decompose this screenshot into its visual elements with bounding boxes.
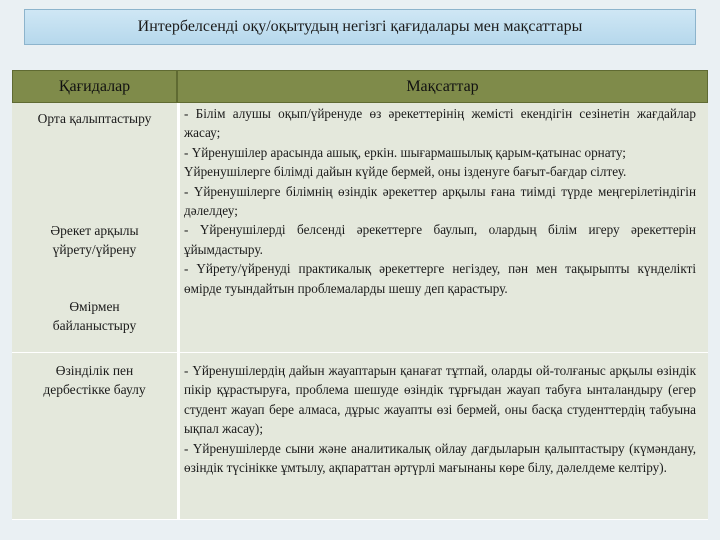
goals-cell bbox=[184, 361, 696, 477]
goal-item: - Үйренушілерді белсенді әрекеттерге баулып, олардың білім игеру әрекеттерін ұйымдастыру. bbox=[184, 222, 696, 257]
goal-item: Үйренушілерге білімді дайын күйде бермей, оны ізденуге бағыт-бағдар сілтеу. bbox=[184, 164, 627, 180]
goal-item: - Үйренушілерге білімнің өзіндік әрекеттер арқылы ғана тиімді түрде меңгерілетіндігін дәлелдеу; bbox=[184, 183, 696, 219]
table-row bbox=[12, 353, 708, 520]
goal-item: - Үйренушілерде сыни және аналитикалық ойлау дағдыларын қалыптастыру (күмәндану, өзіндік түсінікке ұмтылу, ақпараттан әртүрлі мағынаны көре білу, дәлелдеме келтіру). bbox=[184, 440, 696, 476]
principle-line: дербестікке баулу bbox=[43, 382, 146, 397]
goal-item: - Білім алушы оқып/үйренуде өз әрекеттерінің жемісті екендігін сезінетін жағдайлар жасау; bbox=[184, 106, 696, 141]
principle-cell bbox=[12, 109, 177, 128]
principle-cell bbox=[12, 221, 177, 259]
principle-line: Әрекет арқылы bbox=[50, 223, 139, 238]
goal-item: - Үйрету/үйренуді практикалық әрекеттерге негіздеу, пән мен тақырыпты күнделікті өмірде туындайтын проблемаларды шешу деп қарастыру. bbox=[184, 261, 696, 296]
goal-item: - Үйренушілер арасында ашық, еркін. шығармашылық қарым-қатынас орнату; bbox=[184, 144, 626, 160]
column-header-principles: Қағидалар bbox=[12, 70, 177, 103]
column-divider bbox=[177, 103, 180, 520]
principle-line: Орта қалыптастыру bbox=[37, 111, 152, 126]
principle-line: Өмірмен bbox=[69, 299, 120, 314]
goal-item: - Үйренушілердің дайын жауаптарын қанағат тұтпай, оларды ой-толғаныс арқылы өзіндік пікір құрастыруға, проблема шешуде өзіндік тұрғыдан жауап табуға ынталандыру (егер студент жауап бере алмаса, дұрыс жауапты өзі бермей, оны басқа студенттердің табуына ықпал жасау); bbox=[184, 363, 696, 437]
principle-line: үйрету/үйрену bbox=[52, 242, 137, 257]
principle-cell bbox=[12, 361, 177, 399]
principle-line: байланыстыру bbox=[52, 318, 137, 333]
principle-line: Өзінділік пен bbox=[55, 363, 134, 378]
slide-title: Интербелсенді оқу/оқытудың негізгі қағидалары мен мақсаттары bbox=[24, 9, 696, 45]
column-header-goals: Мақсаттар bbox=[177, 70, 708, 103]
goals-cell bbox=[184, 104, 696, 298]
principles-goals-table bbox=[12, 70, 708, 520]
principle-cell bbox=[12, 297, 177, 335]
table-row bbox=[12, 103, 708, 353]
